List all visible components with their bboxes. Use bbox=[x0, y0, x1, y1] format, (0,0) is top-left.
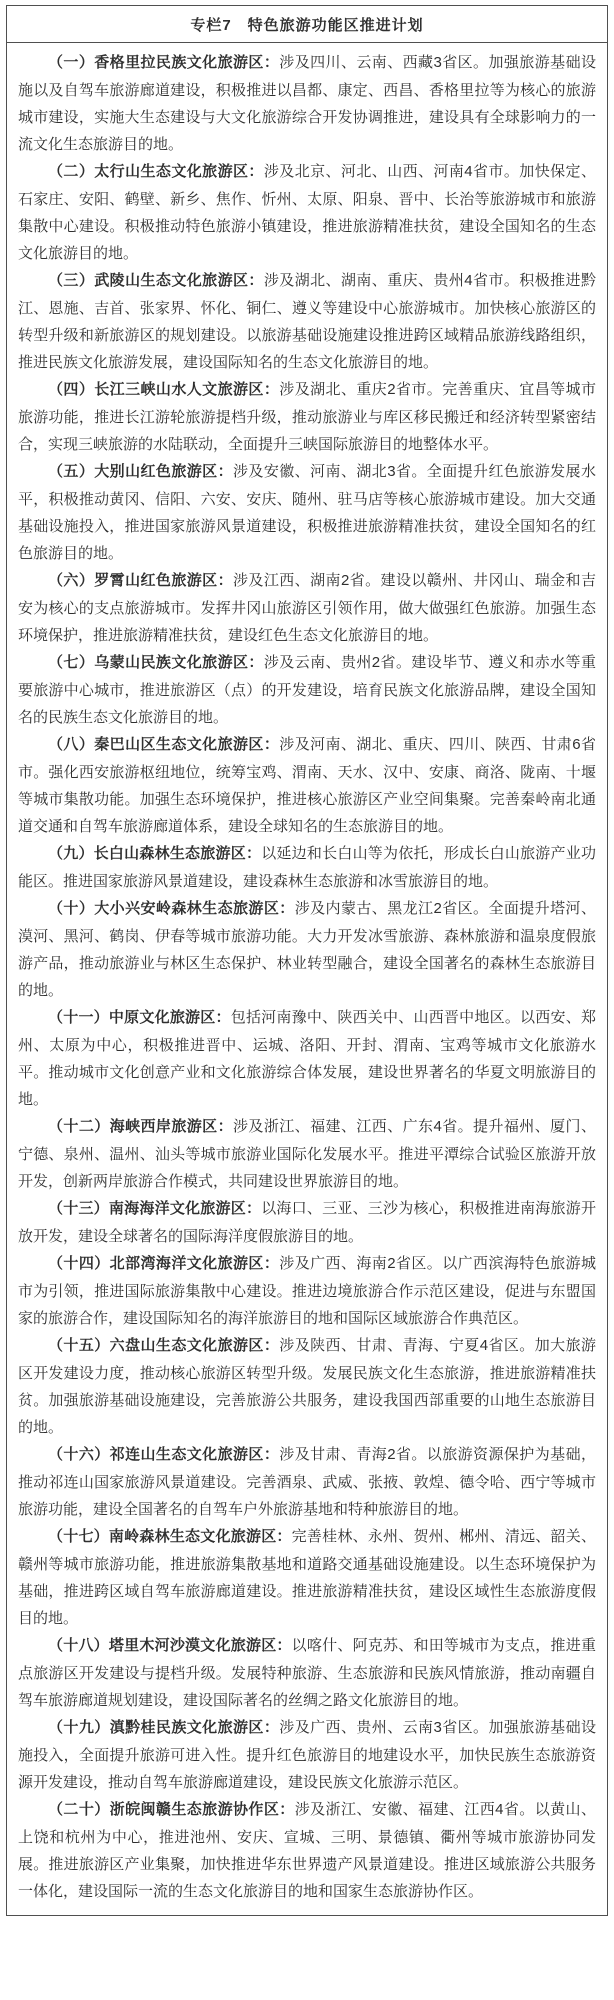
tourism-zone-paragraph bbox=[18, 376, 596, 458]
zone-description: 涉及甘肃、青海2省。以旅游资源保护为基础，推动祁连山国家旅游风景道建设。完善酒泉、武威、张掖、敦煌、德令哈、西宁等城市旅游功能，建设全国著名的自驾车户外旅游基地和特种旅游目的地。 bbox=[18, 1446, 596, 1518]
tourism-zone-paragraph bbox=[18, 649, 596, 731]
zone-description: 涉及浙江、安徽、福建、江西4省。以黄山、上饶和杭州为中心，推进池州、安庆、宣城、三明、景德镇、衢州等城市旅游协同发展。推进旅游区产业集聚，加快推进华东世界遗产风景道建设。推进区域旅游公共服务一体化，建设国际一流的生态文化旅游目的地和国家生态旅游协作区。 bbox=[18, 1801, 596, 1900]
zone-description: 涉及浙江、福建、江西、广东4省。提升福州、厦门、宁德、泉州、温州、汕头等城市旅游业国际化发展水平。推进平潭综合试验区旅游开放开发，创新两岸旅游合作模式，共同建设世界旅游目的地。 bbox=[18, 1118, 596, 1190]
zone-heading: （一）香格里拉民族文化旅游区： bbox=[48, 55, 280, 71]
zone-heading: （十五）六盘山生态文化旅游区： bbox=[48, 1338, 280, 1354]
zone-description: 以喀什、阿克苏、和田等城市为支点，推进重点旅游区开发建设与提档升级。发展特种旅游、生态旅游和民族风情旅游，推动南疆自驾车旅游廊道规划建设，建设国际著名的丝绸之路文化旅游目的地。 bbox=[18, 1637, 596, 1709]
zone-heading: （四）长江三峡山水人文旅游区： bbox=[48, 382, 280, 398]
tourism-zone-paragraph bbox=[18, 1523, 596, 1632]
tourism-zone-paragraph bbox=[18, 1796, 596, 1905]
tourism-plan-panel bbox=[6, 5, 608, 1916]
tourism-zone-paragraph bbox=[18, 49, 596, 158]
tourism-zone-paragraph bbox=[18, 1195, 596, 1250]
zone-description: 涉及湖北、重庆2省市。完善重庆、宜昌等城市旅游功能，推进长江游轮旅游提档升级，推动旅游业与库区移民搬迁和经济转型紧密结合，实现三峡旅游的水陆联动，全面提升三峡国际旅游目的地整体水平。 bbox=[18, 381, 596, 453]
tourism-zone-paragraph bbox=[18, 1004, 596, 1113]
zone-heading: （九）长白山森林生态旅游区： bbox=[48, 846, 262, 862]
zone-heading: （十八）塔里木河沙漠文化旅游区： bbox=[48, 1638, 292, 1654]
zone-heading: （十）大小兴安岭森林生态旅游区： bbox=[48, 901, 295, 917]
zone-heading: （十九）滇黔桂民族文化旅游区： bbox=[48, 1720, 280, 1736]
zone-description: 以海口、三亚、三沙为核心，积极推进南海旅游开放开发，建设全球著名的国际海洋度假旅游目的地。 bbox=[18, 1200, 596, 1245]
zone-description: 涉及河南、湖北、重庆、四川、陕西、甘肃6省市。强化西安旅游枢纽地位，统筹宝鸡、渭南、天水、汉中、安康、商洛、陇南、十堰等城市集散功能。加强生态环境保护，推进核心旅游区产业空间集聚。完善秦岭南北通道交通和自驾车旅游廊道体系，建设全球知名的生态旅游目的地。 bbox=[18, 736, 596, 835]
zone-heading: （三）武陵山生态文化旅游区： bbox=[48, 273, 264, 289]
tourism-zone-paragraph bbox=[18, 840, 596, 895]
zone-description: 涉及广西、贵州、云南3省区。加强旅游基础设施投入，全面提升旅游可进入性。提升红色旅游目的地建设水平，加快民族生态旅游资源开发建设，推动自驾车旅游廊道建设，建设民族文化旅游示范区。 bbox=[18, 1719, 596, 1791]
zone-description: 涉及陕西、甘肃、青海、宁夏4省区。加大旅游区开发建设力度，推动核心旅游区转型升级。发展民族文化生态旅游，推进旅游精准扶贫。加强旅游基础设施建设，完善旅游公共服务，建设我国西部重要的山地生态旅游目的地。 bbox=[18, 1337, 596, 1436]
zone-description: 涉及安徽、河南、湖北3省。全面提升红色旅游发展水平，积极推动黄冈、信阳、六安、安庆、随州、驻马店等核心旅游城市建设。加大交通基础设施投入，推进国家旅游风景道建设，积极推进旅游精准扶贫，建设全国知名的红色旅游目的地。 bbox=[18, 463, 596, 562]
tourism-zone-paragraph bbox=[18, 895, 596, 1004]
tourism-zone-paragraph bbox=[18, 1332, 596, 1441]
tourism-zone-paragraph bbox=[18, 1113, 596, 1195]
zone-heading: （二十）浙皖闽赣生态旅游协作区： bbox=[48, 1802, 295, 1818]
zone-description: 涉及湖北、湖南、重庆、贵州4省市。积极推进黔江、恩施、吉首、张家界、怀化、铜仁、遵义等建设中心旅游城市。加快核心旅游区的转型升级和新旅游区的规划建设。以旅游基础设施建设推进跨区域精品旅游线路组织，推进民族文化旅游发展，建设国际知名的生态文化旅游目的地。 bbox=[18, 272, 596, 371]
tourism-zone-paragraph bbox=[18, 158, 596, 267]
zone-description: 涉及北京、河北、山西、河南4省市。加快保定、石家庄、安阳、鹤壁、新乡、焦作、忻州、太原、阳泉、晋中、长治等旅游城市和旅游集散中心建设。积极推动特色旅游小镇建设，推进旅游精准扶贫，建设全国知名的生态文化旅游目的地。 bbox=[18, 163, 596, 262]
zone-heading: （十一）中原文化旅游区： bbox=[48, 1010, 231, 1026]
zone-heading: （十三）南海海洋文化旅游区： bbox=[48, 1201, 262, 1217]
tourism-zone-paragraph bbox=[18, 458, 596, 567]
zone-heading: （六）罗霄山红色旅游区： bbox=[48, 573, 234, 589]
tourism-zone-paragraph bbox=[18, 1441, 596, 1523]
zone-description: 包括河南豫中、陕西关中、山西晋中地区。以西安、郑州、太原为中心，积极推进晋中、运城、洛阳、开封、渭南、宝鸡等城市文化旅游水平。推动城市文化创意产业和文化旅游综合体发展，建设世界著名的华夏文明旅游目的地。 bbox=[18, 1009, 596, 1108]
zone-heading: （七）乌蒙山民族文化旅游区： bbox=[48, 655, 264, 671]
tourism-zone-paragraph bbox=[18, 1714, 596, 1796]
zone-description: 涉及广西、海南2省区。以广西滨海特色旅游城市为引领，推进国际旅游集散中心建设。推进边境旅游合作示范区建设，促进与东盟国家的旅游合作，建设国际知名的海洋旅游目的地和国际区域旅游合作典范区。 bbox=[18, 1255, 596, 1327]
zone-description: 以延边和长白山等为依托，形成长白山旅游产业功能区。推进国家旅游风景道建设，建设森林生态旅游和冰雪旅游目的地。 bbox=[18, 845, 596, 890]
zone-heading: （十六）祁连山生态文化旅游区： bbox=[48, 1447, 280, 1463]
zone-heading: （十四）北部湾海洋文化旅游区： bbox=[48, 1256, 280, 1272]
tourism-zone-paragraph bbox=[18, 1632, 596, 1714]
tourism-zone-paragraph bbox=[18, 567, 596, 649]
zone-heading: （五）大别山红色旅游区： bbox=[48, 464, 234, 480]
zone-description: 涉及内蒙古、黑龙江2省区。全面提升塔河、漠河、黑河、鹤岗、伊春等城市旅游功能。大力开发冰雪旅游、森林旅游和温泉度假旅游产品，推动旅游业与林区生态保护、林业转型融合，建设全国著名的森林生态旅游目的地。 bbox=[18, 900, 596, 999]
zone-description: 涉及江西、湖南2省。建设以赣州、井冈山、瑞金和吉安为核心的支点旅游城市。发挥井冈山旅游区引领作用，做大做强红色旅游。加强生态环境保护，推进旅游精准扶贫，建设红色生态文化旅游目的地。 bbox=[18, 572, 596, 644]
zone-description: 完善桂林、永州、贺州、郴州、清远、韶关、赣州等城市旅游功能，推进旅游集散基地和道路交通基础设施建设。以生态环境保护为基础，推进跨区域自驾车旅游廊道建设。推进旅游精准扶贫，建设区域性生态旅游度假目的地。 bbox=[18, 1528, 596, 1627]
tourism-zone-paragraph bbox=[18, 731, 596, 840]
zone-description: 涉及云南、贵州2省。建设毕节、遵义和赤水等重要旅游中心城市，推进旅游区（点）的开发建设，培育民族文化旅游品牌，建设全国知名的民族生态文化旅游目的地。 bbox=[18, 654, 596, 726]
tourism-zone-paragraph bbox=[18, 267, 596, 376]
zone-heading: （十七）南岭森林生态文化旅游区： bbox=[48, 1529, 292, 1545]
zone-heading: （八）秦巴山区生态文化旅游区： bbox=[48, 737, 280, 753]
panel-title: 专栏7 特色旅游功能区推进计划 bbox=[7, 6, 607, 43]
zone-heading: （十二）海峡西岸旅游区： bbox=[48, 1119, 234, 1135]
tourism-zone-paragraph bbox=[18, 1250, 596, 1332]
zone-description: 涉及四川、云南、西藏3省区。加强旅游基础设施以及自驾车旅游廊道建设，积极推进以昌都、康定、西昌、香格里拉等为核心的旅游城市建设，实施大生态建设与大文化旅游综合开发协调推进，建设具有全球影响力的一流文化生态旅游目的地。 bbox=[18, 54, 596, 153]
panel-body bbox=[7, 43, 607, 1915]
zone-heading: （二）太行山生态文化旅游区： bbox=[48, 164, 264, 180]
